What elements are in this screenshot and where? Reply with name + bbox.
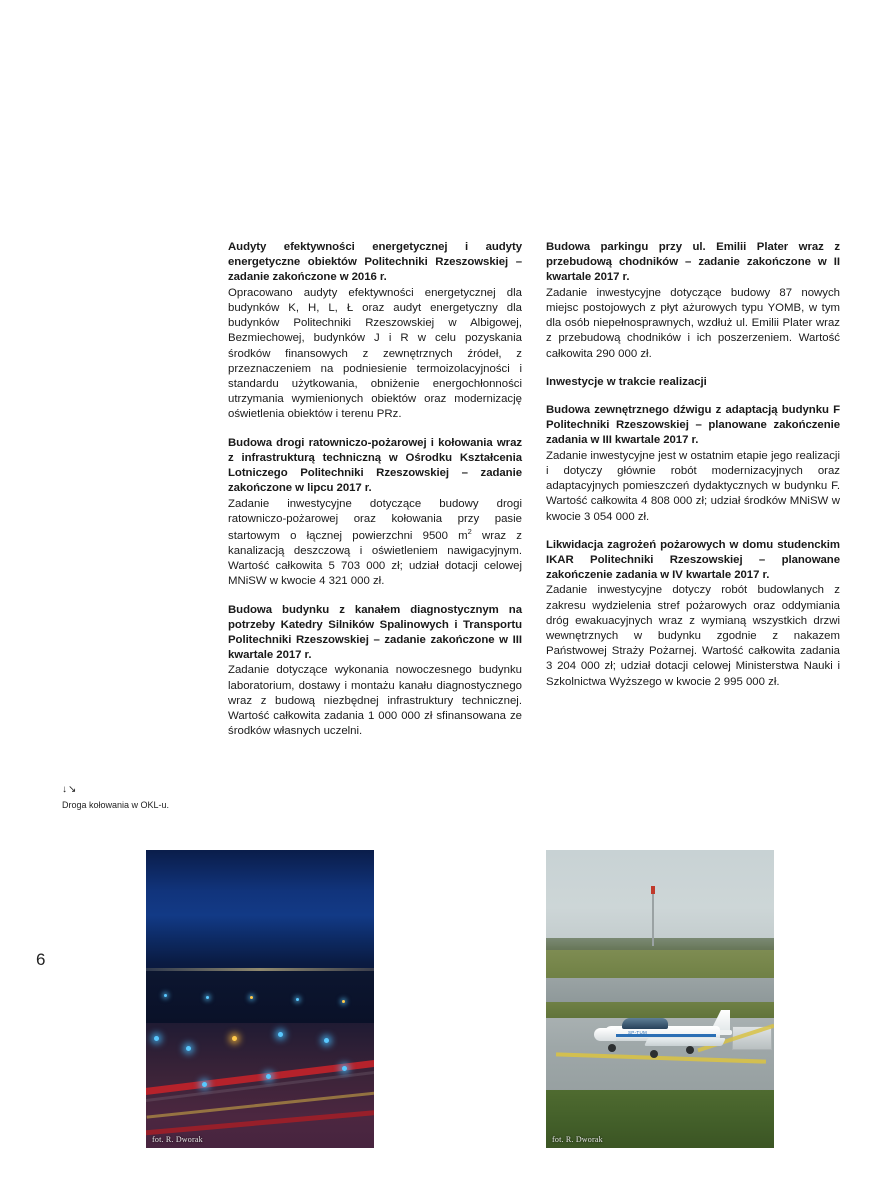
article-block-audyty <box>228 240 522 423</box>
antenna-mast-marker <box>651 886 655 894</box>
article-heading: Budowa zewnętrznego dźwigu z adaptacją budynku F Politechniki Rzeszowskiej – planowane zakończenie zadania w III kwartale 2017 r. <box>546 403 840 447</box>
article-heading: Budowa budynku z kanałem diagnostycznym na potrzeby Katedry Silników Spalinowych i Transportu Politechniki Rzeszowskiej – zadanie zakończone w III kwartale 2017 r. <box>228 603 522 662</box>
text-column-left <box>228 240 522 740</box>
runway-light <box>266 1074 271 1079</box>
section-title-inwestycje <box>546 375 840 390</box>
aircraft-main-gear-left <box>650 1050 658 1058</box>
paragraph-part-2: wraz z kanalizacją deszczową i oświetleniem nawigacyjnym. Wartość całkowita 5 703 000 zł; udział dotacji celowej MNiSW w kwocie 4 321 000 zł. <box>228 529 522 588</box>
runway-light <box>186 1046 191 1051</box>
superscript-unit: 2 <box>467 526 472 536</box>
aircraft-canopy <box>622 1018 668 1029</box>
antenna-mast <box>652 886 654 946</box>
photo-grass-far <box>546 950 774 980</box>
runway-light <box>342 1066 347 1071</box>
article-block-dzwig <box>546 403 840 525</box>
article-heading: Audyty efektywności energetycznej i audyty energetyczne obiektów Politechniki Rzeszowskiej – zadanie zakończone w 2016 r. <box>228 241 522 284</box>
runway-light <box>154 1036 159 1041</box>
aircraft <box>594 1010 732 1062</box>
runway-light <box>278 1032 283 1037</box>
article-paragraph: Zadanie inwestycyjne dotyczy robót budowlanych z zakresu wydzielenia stref pożarowych oraz oddymiania dróg ewakuacyjnych wraz z wymianą wszystkich drzwi wewnętrznych w budynku zgodnie z nakazem Państwowej Straży Pożarnej. Wartość całkowita zadania 3 204 000 zł; udział dotacji celowej Ministerstwa Nauki i Szkolnictwa Wyższego w kwocie 2 995 000 zł. <box>546 584 840 688</box>
runway-light <box>202 1082 207 1087</box>
aircraft-registration: SP-TUM <box>628 1030 648 1035</box>
figure-caption-left <box>62 783 212 811</box>
runway-light <box>164 994 167 997</box>
runway-light <box>250 996 253 999</box>
photo-sky <box>546 850 774 946</box>
photo-credit: fot. R. Dworak <box>152 1135 203 1144</box>
runway-light <box>206 996 209 999</box>
article-paragraph: Zadanie inwestycyjne dotyczące budowy 87 nowych miejsc postojowych z płyt ażurowych typu YOMB, w tym dla osób niepełnosprawnych, wzdłuż ul. Emilii Plater wraz z przebudową chodników i ich poszerzeniem. Wartość całkowita 290 000 zł. <box>546 286 840 360</box>
section-title: Inwestycje w trakcie realizacji <box>546 375 707 388</box>
paragraph-part-1: Zadanie inwestycyjne dotyczące budowy drogi ratowniczo-pożarowej oraz kołowania przy pasie startowym o łącznej powierzchni 9500 m <box>228 497 522 542</box>
photo-taxiway <box>546 978 774 1004</box>
aircraft-nose <box>594 1028 616 1041</box>
aircraft-nose-gear <box>608 1044 616 1052</box>
caption-arrows-icon: ↓↘ <box>62 784 78 795</box>
article-block-ikar <box>546 538 840 690</box>
photo-aircraft-apron <box>546 850 774 1148</box>
article-heading: Budowa drogi ratowniczo-pożarowej i kołowania wraz z infrastrukturą techniczną w Ośrodku Kształcenia Lotniczego Politechniki Rzeszowskiej – zadanie zakończone w lipcu 2017 r. <box>228 436 522 495</box>
article-paragraph: Zadanie dotyczące wykonania nowoczesnego budynku laboratorium, dostawy i montażu kanału diagnostycznego wraz z budową niezbędnej infrastruktury technicznej. Wartość całkowita zadania 1 000 000 zł sfinansowana ze środków własnych uczelni. <box>228 664 522 738</box>
article-paragraph: Zadanie inwestycyjne jest w ostatnim etapie jego realizacji i dotyczy głównie robót modernizacyjnych oraz adaptacyjnych pomieszczeń dydaktycznych w budynku F. Wartość całkowita 4 808 000 zł; udział środków MNiSW w kwocie 3 054 000 zł. <box>546 449 840 523</box>
runway-light <box>232 1036 237 1041</box>
runway-light <box>342 1000 345 1003</box>
article-heading: Budowa parkingu przy ul. Emilii Plater wraz z przebudową chodników – zadanie zakończone w II kwartale 2017 r. <box>546 241 840 284</box>
article-paragraph <box>228 497 522 590</box>
text-column-right <box>546 240 840 690</box>
article-paragraph: Opracowano audyty efektywności energetycznej dla budynków K, H, L, Ł oraz audyt energetyczny dla budynków Politechniki Rzeszowskiej w Albigowej, Bezmiechowej, budynków J i R w celu pozyskania środków finansowych z zewnętrznych źródeł, z przeznaczeniem na podniesienie termoizolacyjności i standardu użytkowania, obniżenie energochłonności utrzymania wymienionych obiektów oraz modernizację oświetlenia obiektów i terenu PRz. <box>228 286 522 421</box>
aircraft-wing <box>644 1038 726 1046</box>
photo-night-taxiway <box>146 850 374 1148</box>
runway-light <box>324 1038 329 1043</box>
photo-dark-field <box>146 971 374 1023</box>
article-block-parking <box>546 240 840 362</box>
article-block-droga-kolowania <box>228 436 522 590</box>
aircraft-main-gear-right <box>686 1046 694 1054</box>
photo-credit: fot. R. Dworak <box>552 1135 603 1144</box>
article-block-kanal-diagnostyczny <box>228 603 522 740</box>
runway-light <box>296 998 299 1001</box>
page-number: 6 <box>36 950 46 969</box>
caption-text: Droga kołowania w OKL-u. <box>62 799 170 810</box>
article-heading: Likwidacja zagrożeń pożarowych w domu studenckim IKAR Politechniki Rzeszowskiej – planowane zakończenie zadania w IV kwartale 2017 r. <box>546 538 840 582</box>
